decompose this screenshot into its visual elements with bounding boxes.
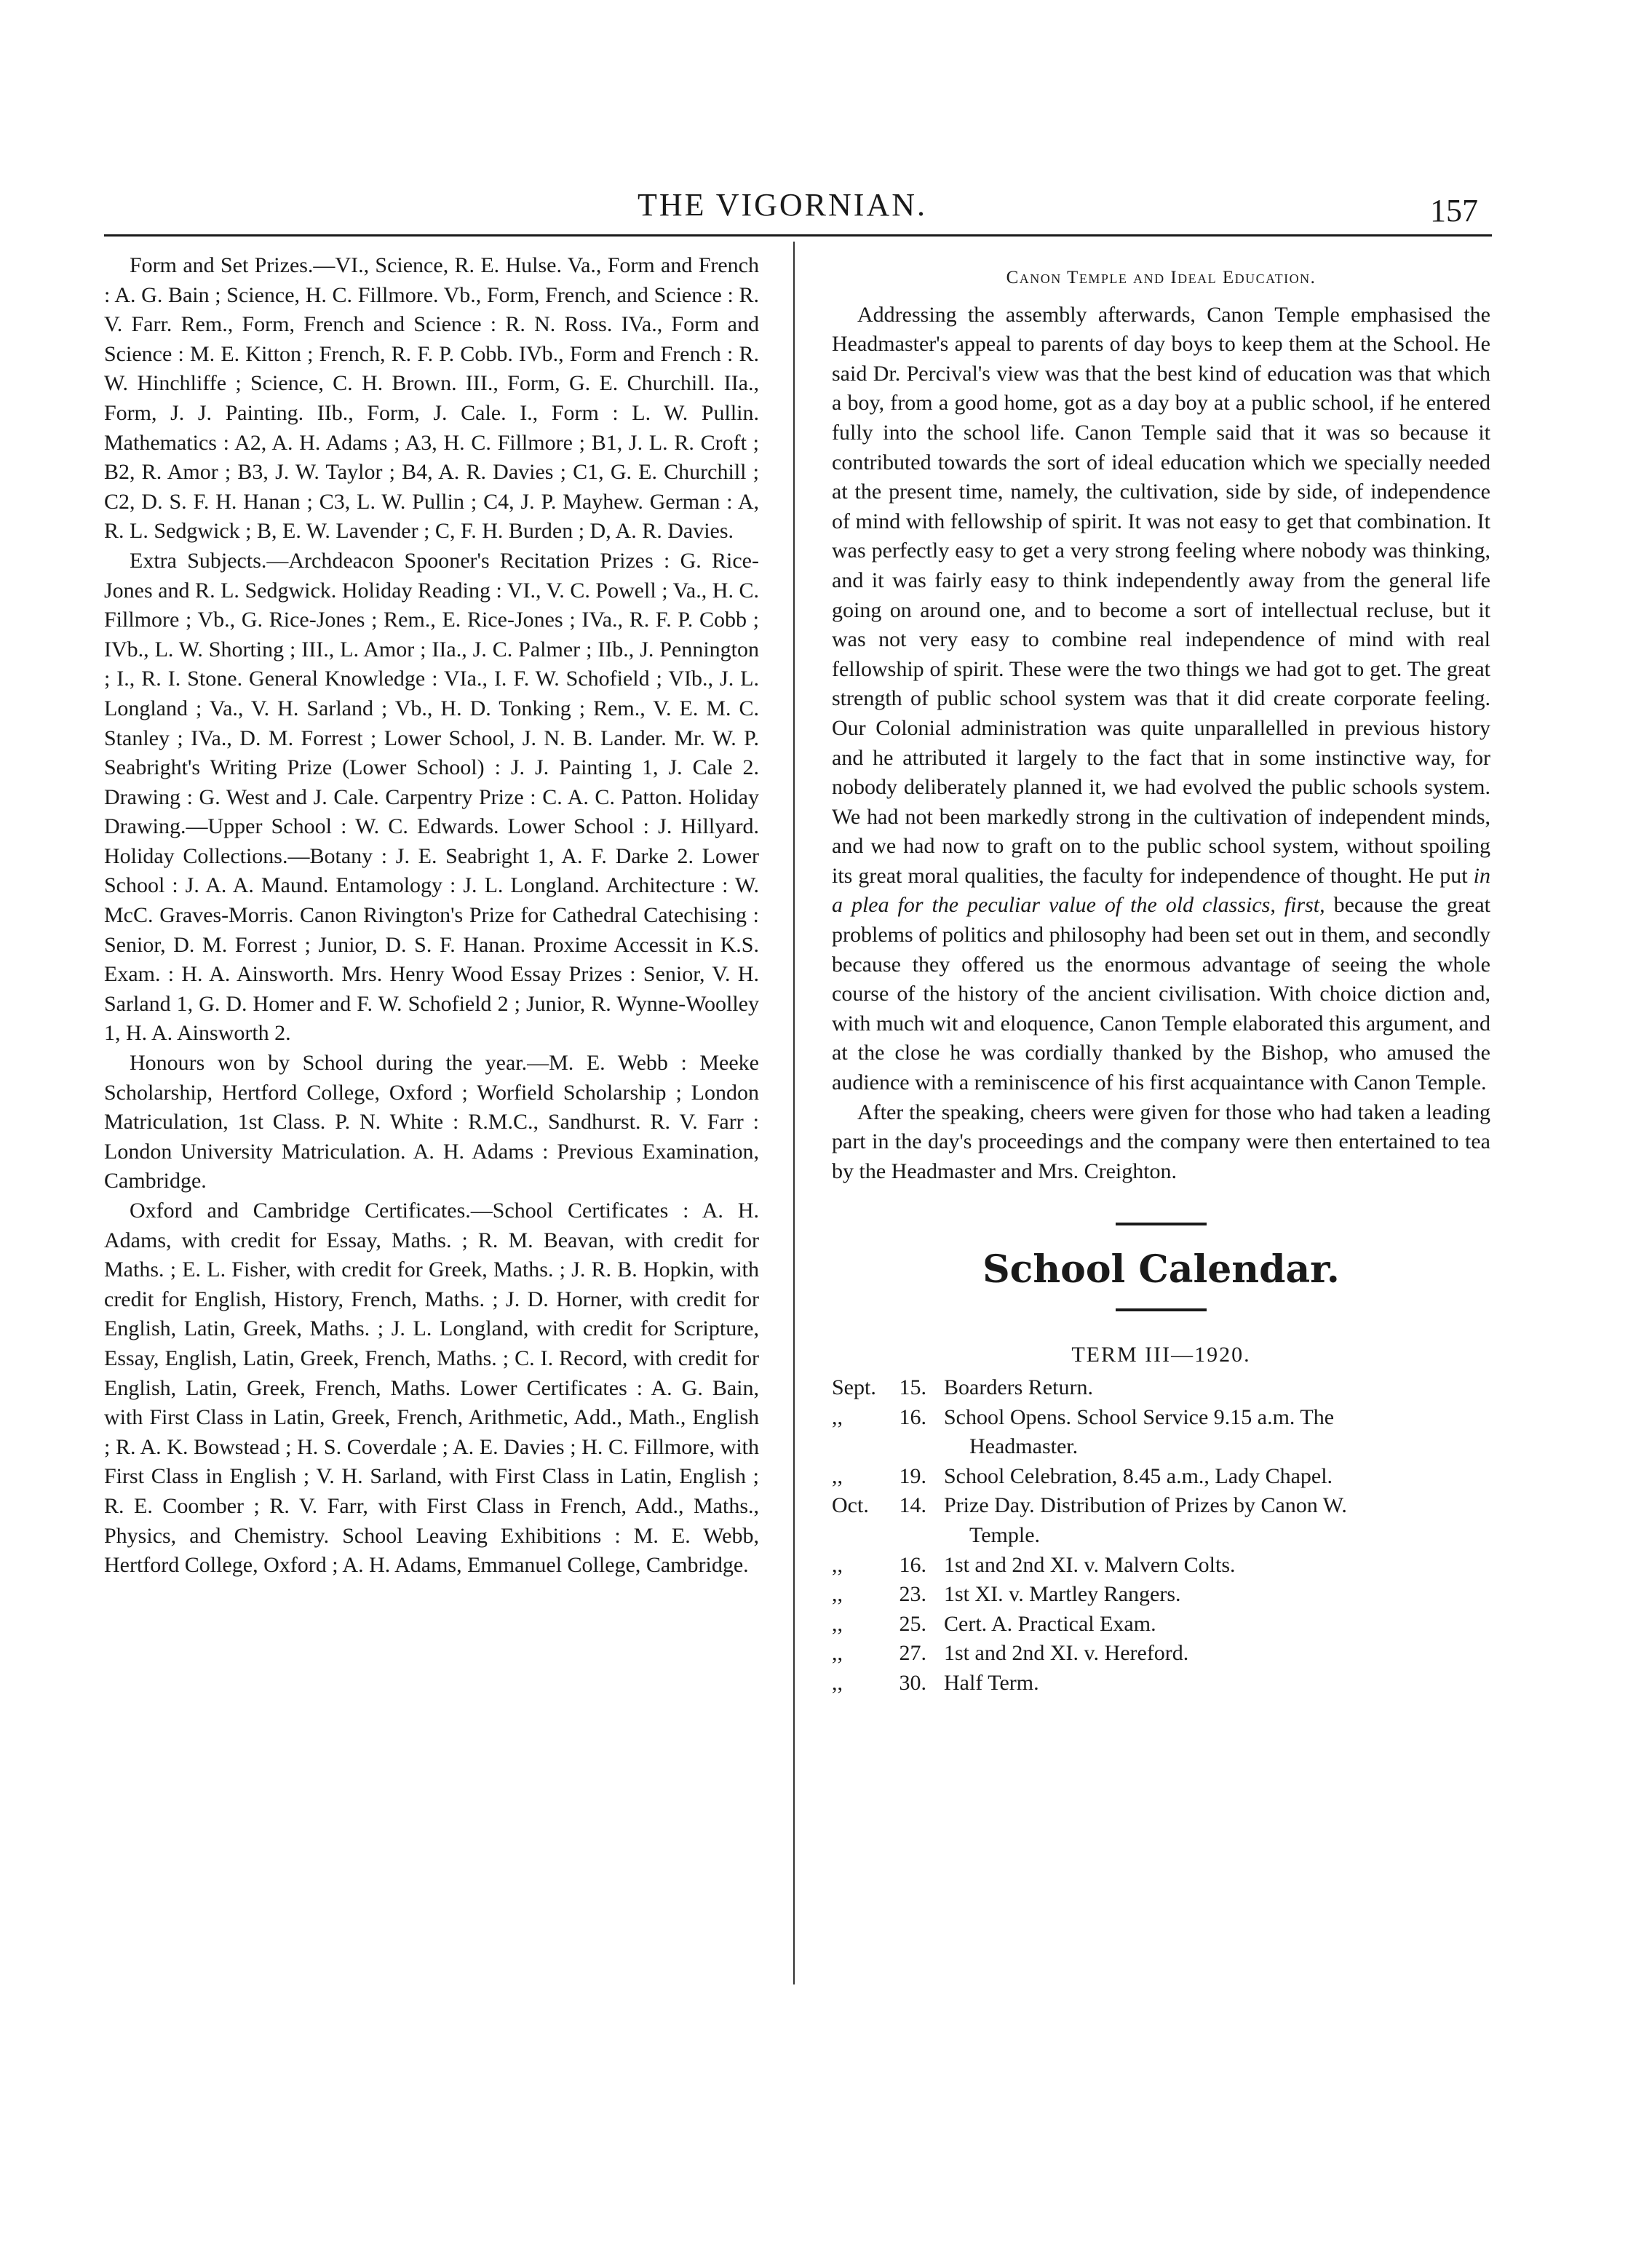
calendar-event: Half Term. [944,1670,1039,1695]
honours-paragraph: Honours won by School during the year.—M. E. Webb : Meeke Scholarship, Hertford College, Oxford ; Worfield Scholarship ; London Matriculation, 1st Class. P. N. White : R.M.C., Sandhurst. R. V. Farr : London University Matriculation. A. H. Adams : Previous Examination, Cambridge. [104,1051,759,1193]
calendar-month: ,, [832,1552,843,1577]
article-text: Addressing the assembly afterwards, Canon Temple emphasised the Headmaster's appeal to parents of day boys to keep them at the School. He said Dr. Percival's view was that the best kind of education was that which a boy, from a good home, got as a day boy at a public school, if he entered fully into the school life. Canon Temple said that it was so because it contributed towards the sort of ideal education which we specially needed at the present time, namely, the cultivation, side by side, of independence of mind with fellowship of spirit. It was not easy to get that combination. It was perfectly easy to get a very strong feeling where nobody was thinking, and it was fairly easy to think independently away from the general life going on around one, and to become a sort of intellectual recluse, but it was not very easy to combine real independence of mind with real fellowship of spirit. These were the two things we had got to get. The great strength of public school system was that it did create corporate feeling. Our Colonial administration was quite unparallelled in previous history and he attributed it largely to the fact that in some instinctive way, for nobody deliberately planned it, we had evolved the public schools system. We had not been markedly strong in the cultivation of independent minds, and we had now to graft on to the public school system, without spoiling its great moral qualities, the faculty for independence of thought. He put [832,302,1490,888]
calendar-event: School Opens. School Service 9.15 a.m. The Headmaster. [944,1404,1335,1459]
right-column [832,263,1490,1698]
masthead-title: THE VIGORNIAN. [637,187,928,223]
calendar-entry [832,1551,1490,1581]
header-rule [104,234,1492,237]
calendar-entry [832,1462,1490,1492]
calendar-month: ,, [832,1404,843,1429]
calendar-entry [832,1373,1490,1403]
calendar-event: Prize Day. Distribution of Prizes by Canon W. Temple. [944,1493,1347,1547]
prize-list-paragraph: Form and Set Prizes.—VI., Science, R. E. Hulse. Va., Form and French : A. G. Bain ; Science, H. C. Fillmore. Vb., Form, French, and Science : R. V. Farr. Rem., Form, French and Science : R. N. Ross. IVa., Form and Science : M. E. Kitton ; French, R. F. P. Cobb. IVb., Form and French : R. W. Hinchliffe ; Science, C. H. Brown. III., Form, G. E. Churchill. IIa., Form, J. J. Painting. IIb., Form, J. Cale. I., Form : L. W. Pullin. Mathematics : A2, A. H. Adams ; A3, H. C. Fillmore ; B1, J. L. R. Croft ; B2, R. Amor ; B3, J. W. Taylor ; B4, A. R. Davies ; C1, G. E. Churchill ; C2, D. S. F. H. Hanan ; C3, L. W. Pullin ; C4, J. P. Mayhew. German : A, R. L. Sedgwick ; B, E. W. Lavender ; C, F. H. Burden ; D, A. R. Davies. [104,253,759,544]
calendar-month: ,, [832,1463,843,1488]
term-heading: TERM III—1920. [1071,1343,1251,1367]
article-heading: Canon Temple and Ideal Education. [1006,268,1317,287]
calendar-month: ,, [832,1582,843,1607]
page-number: 157 [1430,193,1478,229]
calendar-day: 16. [899,1404,926,1429]
calendar-month: ,, [832,1670,843,1695]
calendar-day: 30. [899,1670,926,1695]
left-column [104,251,759,1581]
calendar-entry [832,1580,1490,1610]
calendar-entry [832,1491,1490,1550]
calendar-event: Boarders Return. [944,1375,1093,1399]
section-rule-top [1116,1223,1207,1225]
calendar-event: 1st and 2nd XI. v. Hereford. [944,1641,1189,1666]
calendar-day: 23. [899,1582,926,1607]
calendar-month: Sept. [832,1375,876,1399]
section-rule-bottom [1116,1308,1207,1311]
calendar-event: 1st XI. v. Martley Rangers. [944,1582,1181,1607]
calendar-month: ,, [832,1611,843,1636]
calendar-entry [832,1403,1490,1462]
calendar-event: School Celebration, 8.45 a.m., Lady Chapel. [944,1463,1333,1488]
calendar-day: 19. [899,1463,926,1488]
calendar-event: Cert. A. Practical Exam. [944,1611,1156,1636]
certificates-paragraph: Oxford and Cambridge Certificates.—School Certificates : A. H. Adams, with credit for Essay, Maths. ; R. M. Beavan, with credit for Maths. ; E. L. Fisher, with credit for Greek, Maths. ; J. R. B. Hopkin, with credit for English, History, French, Maths. ; J. D. Horner, with credit for English, Latin, Greek, Maths. ; J. L. Longland, with credit for Scripture, Essay, English, Latin, Greek, French, Maths. ; C. I. Record, with credit for English, Latin, Greek, French, Maths. Lower Certificates : A. G. Bain, with First Class in Latin, Greek, French, Arithmetic, Add., Math., English ; R. A. K. Bowstead ; H. S. Coverdale ; A. E. Davies ; H. C. Fillmore, with First Class in English ; V. H. Sarland, with First Class in Latin, English ; R. E. Coomber ; R. V. Farr, with First Class in French, Add., Maths., Physics, and Chemistry. School Leaving Exhibitions : M. E. Webb, Hertford College, Oxford ; A. H. Adams, Emmanuel College, Cambridge. [104,1199,759,1578]
calendar-day: 14. [899,1493,926,1518]
calendar-month: ,, [832,1641,843,1666]
calendar-event: 1st and 2nd XI. v. Malvern Colts. [944,1552,1236,1577]
column-divider [793,242,795,1984]
calendar-entry [832,1639,1490,1669]
calendar-day: 25. [899,1611,926,1636]
calendar-day: 16. [899,1552,926,1577]
article-text-continued: because the great problems of politics and philosophy had been set out in them, and secondly because they offered us the enormous advantage of seeing the whole course of the history of the ancient civilisation. With choice diction and, with much wit and eloquence, Canon Temple elaborated this argument, and at the close he was cordially thanked by the Bishop, who amused the audience with a reminiscence of his first acquaintance with Canon Temple. [832,893,1490,1095]
calendar-title: School Calendar. [982,1247,1340,1292]
article-italic-text: in a plea for the peculiar value of the old classics, first, [832,863,1490,918]
calendar-day: 15. [899,1375,926,1399]
extra-subjects-paragraph: Extra Subjects.—Archdeacon Spooner's Recitation Prizes : G. Rice-Jones and R. L. Sedgwick. Holiday Reading : VI., V. C. Powell ; Va., H. C. Fillmore ; Vb., G. Rice-Jones ; Rem., E. Rice-Jones ; IVa., R. F. P. Cobb ; IVb., L. W. Shorting ; III., L. Amor ; IIa., J. C. Palmer ; IIb., J. Pennington ; I., R. I. Stone. General Knowledge : VIa., I. F. W. Schofield ; VIb., J. L. Longland ; Va., V. H. Sarland ; Vb., H. D. Tonking ; Rem., V. E. M. C. Stanley ; IVa., D. M. Forrest ; Lower School, J. N. B. Lander. Mr. W. P. Seabright's Writing Prize (Lower School) : J. J. Painting 1, J. Cale 2. Drawing : G. West and J. Cale. Carpentry Prize : C. A. C. Patton. Holiday Drawing.—Upper School : W. C. Edwards. Lower School : J. Hillyard. Holiday Collections.—Botany : J. E. Seabright 1, A. F. Darke 2. Lower School : J. A. A. Maund. Entamology : J. L. Longland. Architecture : W. McC. Graves-Morris. Canon Rivington's Prize for Cathedral Catechising : Senior, D. M. Forrest ; Junior, D. S. F. Hanan. Proxime Accessit in K.S. Exam. : H. A. Ainsworth. Mrs. Henry Wood Essay Prizes : Senior, V. H. Sarland 1, G. D. Homer and F. W. Schofield 2 ; Junior, R. Wynne-Woolley 1, H. A. Ainsworth 2. [104,548,759,1046]
article-paragraph [832,301,1490,1098]
calendar-month: Oct. [832,1493,869,1518]
calendar-entry [832,1610,1490,1640]
calendar-list [832,1373,1490,1698]
calendar-day: 27. [899,1641,926,1666]
calendar-entry [832,1669,1490,1698]
article-closing-paragraph: After the speaking, cheers were given for those who had taken a leading part in the day's proceedings and the company were then entertained to tea by the Headmaster and Mrs. Creighton. [832,1100,1490,1183]
